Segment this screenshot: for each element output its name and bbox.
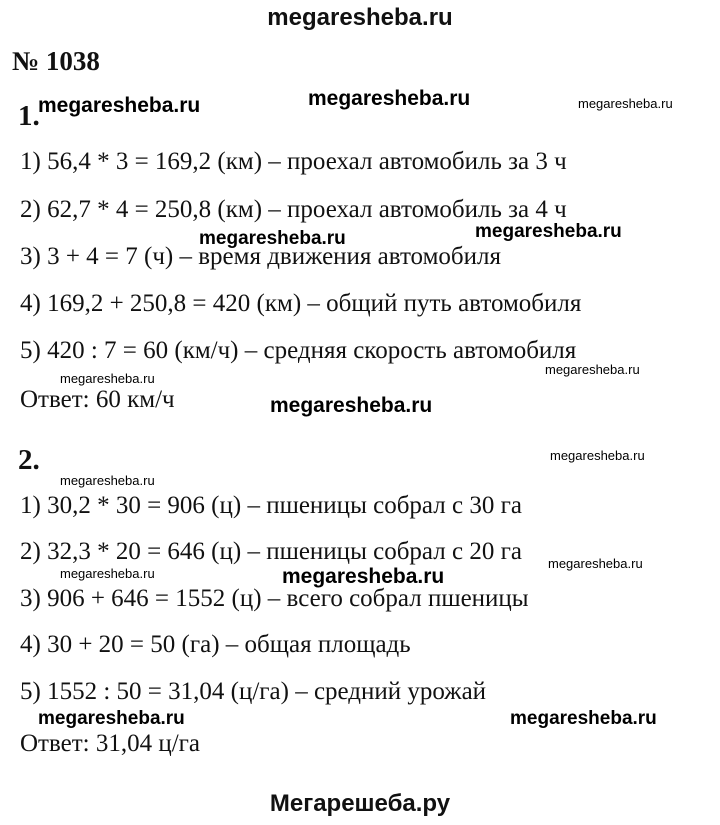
watermark: megaresheba.ru (270, 394, 433, 417)
part1-label: 1. (18, 100, 40, 132)
watermark: megaresheba.ru (548, 556, 643, 571)
watermark: megaresheba.ru (38, 708, 185, 729)
watermark: megaresheba.ru (199, 228, 346, 249)
part1-step-4: 4) 169,2 + 250,8 = 420 (км) – общий путь автомобиля (20, 290, 582, 317)
part2-step-3: 3) 906 + 646 = 1552 (ц) – всего собрал пшеницы (20, 585, 529, 612)
site-footer: Мегарешеба.ру (269, 790, 451, 817)
watermark: megaresheba.ru (545, 362, 640, 377)
watermark: megaresheba.ru (578, 96, 673, 111)
part2-step-2: 2) 32,3 * 20 = 646 (ц) – пшеницы собрал с 20 га (20, 538, 522, 565)
part1-step-3: 3) 3 + 4 = 7 (ч) – время движения автомобиля (20, 243, 501, 270)
part1-step-1: 1) 56,4 * 3 = 169,2 (км) – проехал автомобиль за 3 ч (20, 148, 567, 175)
part2-step-5: 5) 1552 : 50 = 31,04 (ц/га) – средний урожай (20, 678, 487, 705)
part1-step-5: 5) 420 : 7 = 60 (км/ч) – средняя скорость автомобиля (20, 337, 577, 364)
part2-step-4: 4) 30 + 20 = 50 (га) – общая площадь (20, 631, 411, 658)
problem-number: № 1038 (12, 46, 100, 76)
watermark: megaresheba.ru (60, 473, 155, 488)
watermark: megaresheba.ru (38, 94, 201, 117)
watermark: megaresheba.ru (60, 566, 155, 581)
part1-step-2: 2) 62,7 * 4 = 250,8 (км) – проехал автомобиль за 4 ч (20, 196, 567, 223)
watermark: megaresheba.ru (550, 448, 645, 463)
watermark: megaresheba.ru (510, 708, 657, 729)
watermark: megaresheba.ru (475, 221, 622, 242)
watermark: megaresheba.ru (60, 371, 155, 386)
part2-answer: Ответ: 31,04 ц/га (20, 730, 201, 757)
part1-answer: Ответ: 60 км/ч (20, 386, 175, 413)
part2-label: 2. (18, 444, 40, 476)
part2-step-1: 1) 30,2 * 30 = 906 (ц) – пшеницы собрал с 30 га (20, 492, 522, 519)
site-header: megaresheba.ru (267, 4, 453, 31)
watermark: megaresheba.ru (308, 87, 471, 110)
watermark: megaresheba.ru (282, 565, 445, 588)
